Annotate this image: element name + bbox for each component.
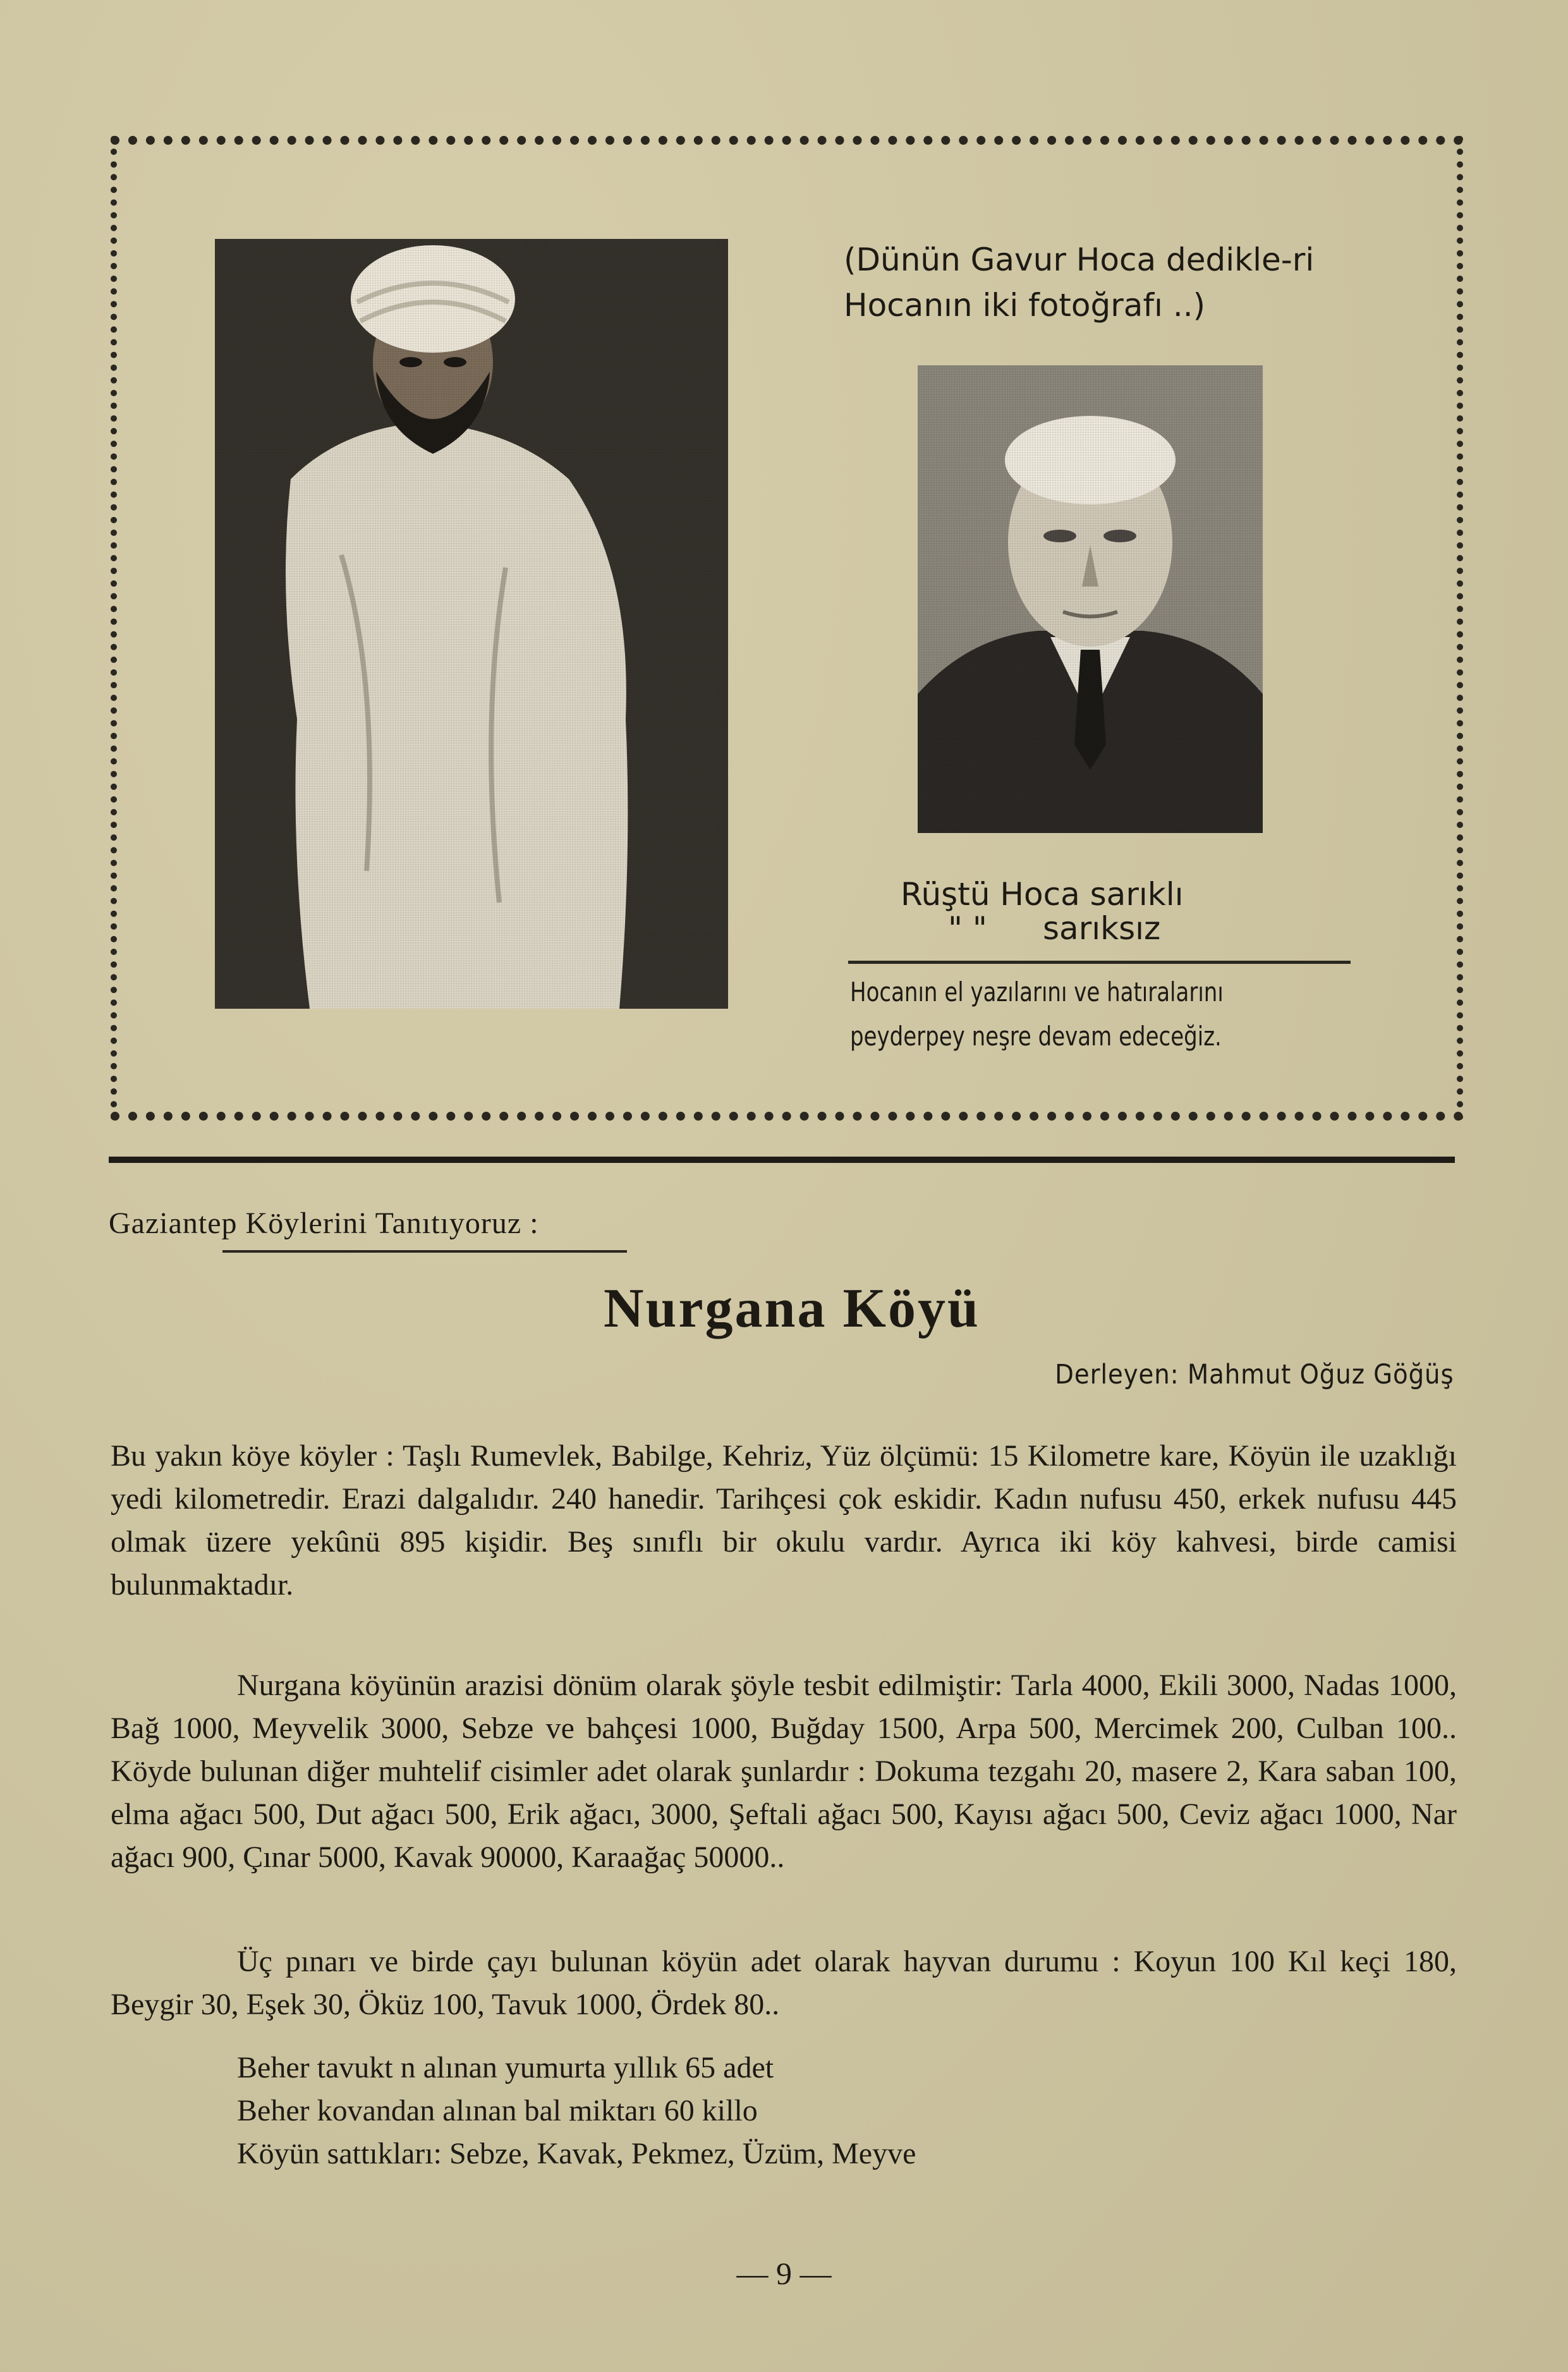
list-item: Köyün sattıkları: Sebze, Kavak, Pekmez, Üzüm, Meyve xyxy=(237,2137,916,2170)
photo-bareheaded-hoca xyxy=(918,365,1263,833)
paragraph-intro: Bu yakın köye köyler : Taşlı Rumevlek, Babilge, Kehriz, Yüz ölçümü: 15 Kilometre kare, Köyün ile uzaklığı yedi kilometredir. Erazi dalgalıdır. 240 hanedir. Tarihçesi çok eskidir. Kadın nufusu 450, erkek nufusu 445 olmak üzere yekûnü 895 kişidir. Beş sınıflı bir okulu vardır. Ayrıca iki köy kahvesi, birde camisi bulunmaktadır. xyxy=(111,1439,1457,1602)
caption-without-turban-text: sarıksız xyxy=(1043,910,1161,947)
caption-divider xyxy=(848,961,1351,964)
ditto-marks: " " xyxy=(948,910,987,947)
list-item: Beher kovandan alınan bal miktarı 60 killo xyxy=(237,2094,758,2127)
paragraph-land-text: Nurgana köyünün arazisi dönüm olarak şöyle tesbit edilmiştir: Tarla 4000, Ekili 3000, Nadas 1000, Bağ 1000, Meyvelik 3000, Sebze ve bahçesi 1000, Buğday 1500, Arpa 500, Mercimek 200, Culban 100.. Köyde bulunan diğer muhtelif cisimler adet olarak şunlardır : Dokuma tezgahı 20, masere 2, Kara saban 100, elma ağacı 500, Dut ağacı 500, Erik ağacı, 3000, Şeftali ağacı 500, Kayısı ağacı 500, Ceviz ağacı 1000, Nar ağacı 900, Çınar 5000, Kavak 90000, Karaağaç 50000.. xyxy=(111,1669,1457,1874)
section-label: Gaziantep Köylerini Tanıtıyoruz : xyxy=(109,1207,539,1240)
paragraph-animals xyxy=(111,1940,1457,2026)
article-title: Nurgana Köyü xyxy=(604,1278,980,1339)
section-label-underline xyxy=(222,1250,627,1253)
caption-with-turban: Rüştü Hoca sarıklı xyxy=(901,876,1184,913)
photo-captions xyxy=(901,877,1394,946)
facts-list xyxy=(111,2047,1457,2175)
paragraph-animals-text: Üç pınarı ve birde çayı bulunan köyün adet olarak hayvan durumu : Koyun 100 Kıl keçi 180, Beygir 30, Eşek 30, Öküz 100, Tavuk 1000, Ördek 80.. xyxy=(111,1945,1457,2021)
editor-note: Hocanın el yazılarını ve hatıralarını peyderpey neşre devam edeceğiz. xyxy=(850,976,1224,1052)
page-number: — 9 — xyxy=(736,2256,832,2291)
photo-caption: (Dünün Gavur Hoca dedikle-ri Hocanın iki fotoğrafı ..) xyxy=(844,241,1315,324)
paragraph-land xyxy=(111,1664,1457,1879)
caption-without-turban xyxy=(901,911,1394,946)
photo-turbaned-hoca xyxy=(215,239,728,1009)
section-divider xyxy=(109,1157,1455,1163)
article-byline: Derleyen: Mahmut Oğuz Göğüş xyxy=(1055,1359,1454,1390)
list-item: Beher tavukt n alınan yumurta yıllık 65 adet xyxy=(237,2051,774,2084)
